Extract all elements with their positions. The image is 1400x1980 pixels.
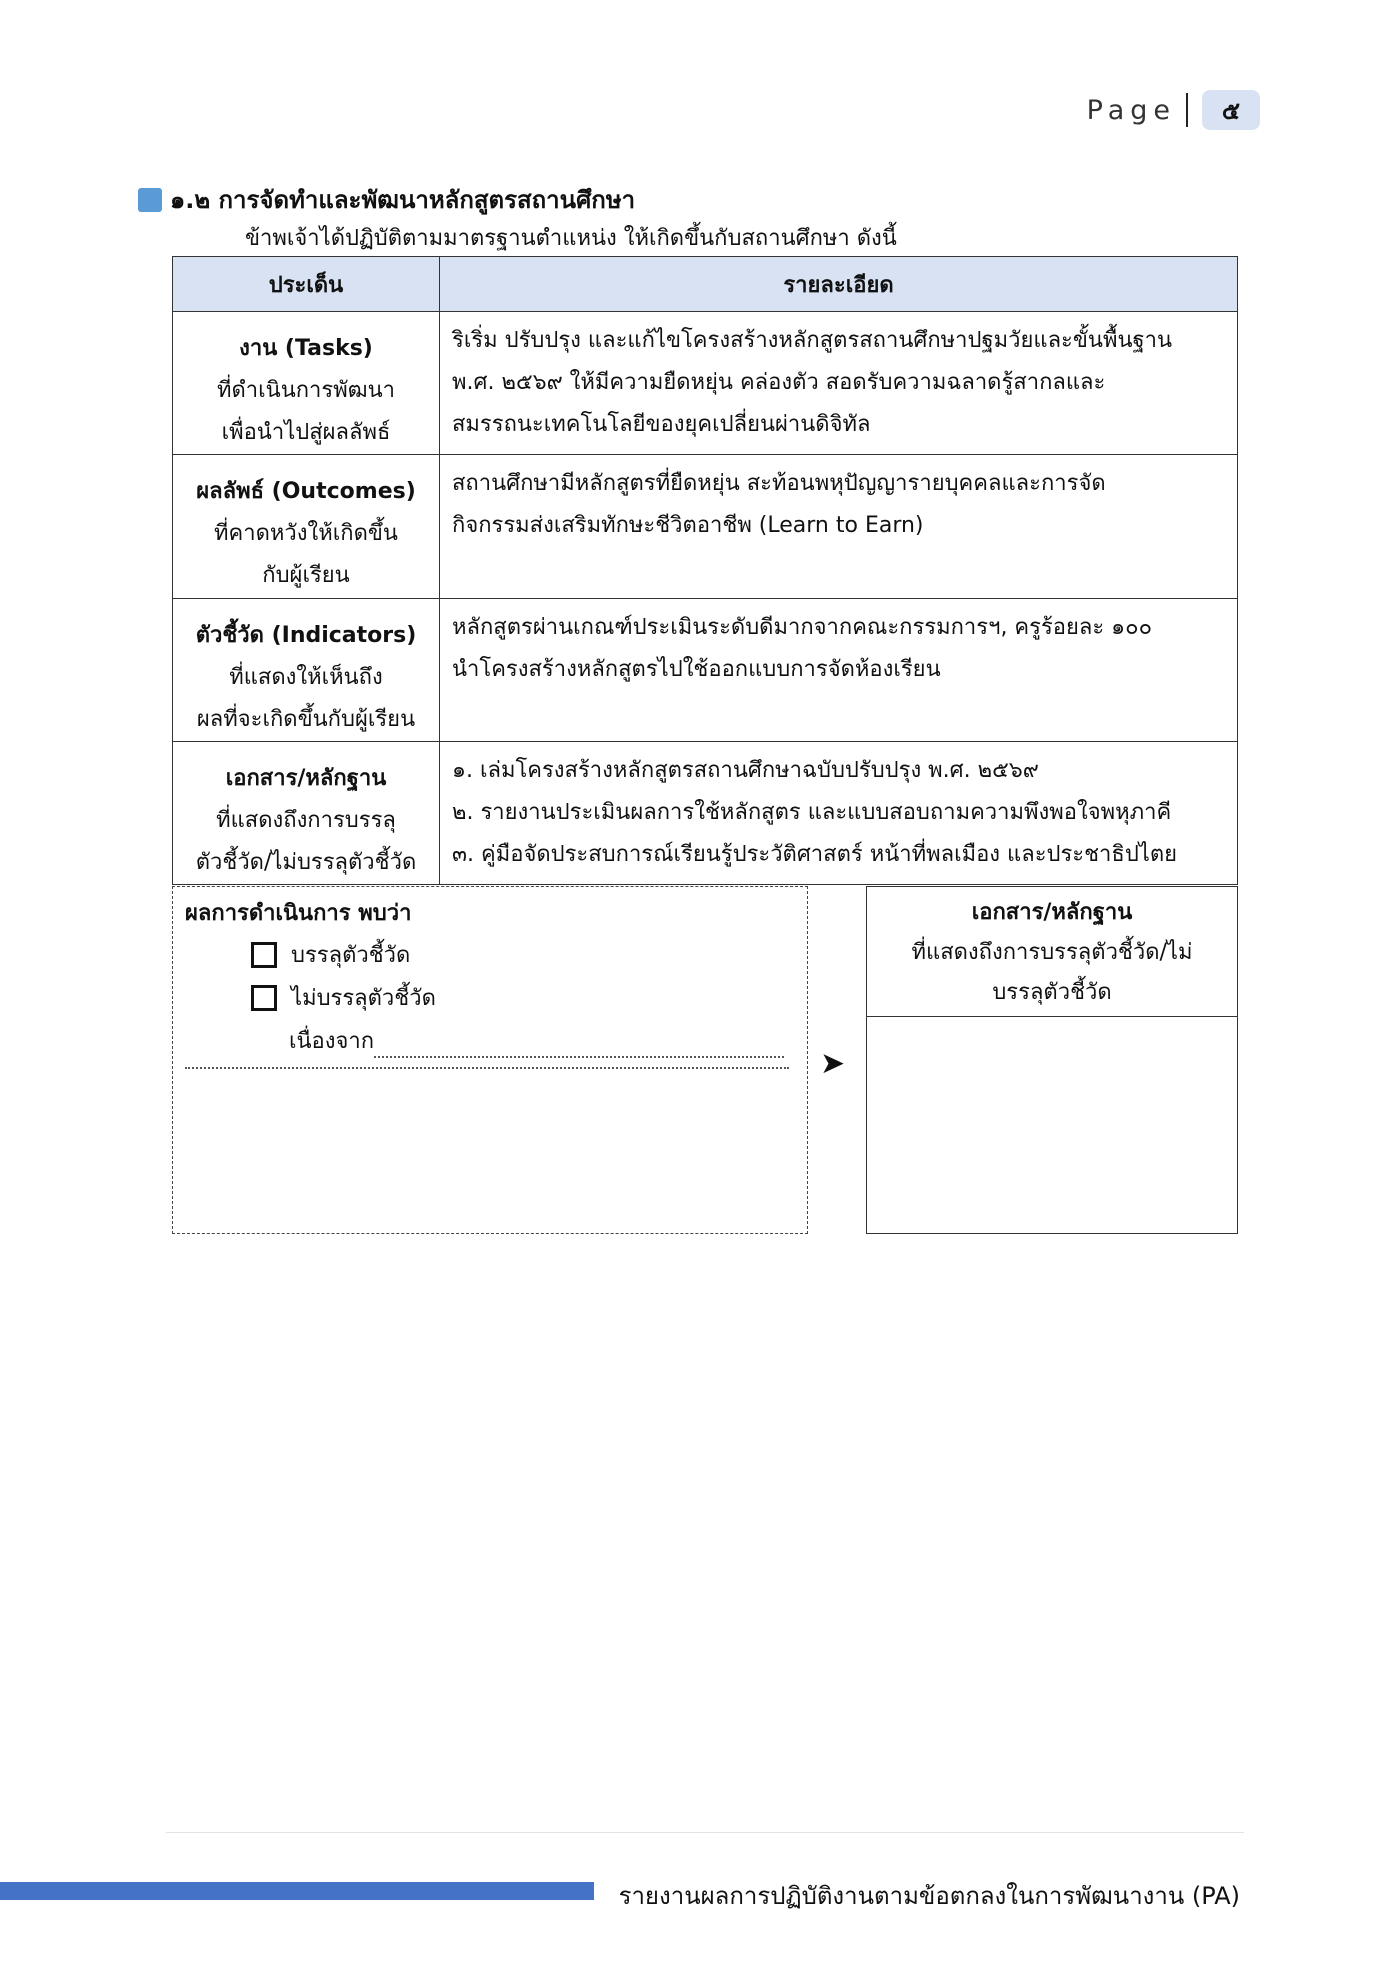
row-detail <box>440 599 1238 742</box>
because-row <box>289 1023 784 1058</box>
pa-detail-table <box>172 256 1238 885</box>
row-label-title: ผลลัพธ์ (Outcomes) <box>196 479 416 504</box>
row-label-line: ที่แสดงให้เห็นถึง <box>229 665 383 690</box>
fill-line[interactable] <box>185 1067 789 1069</box>
evidence-box <box>866 886 1238 1234</box>
page-label: Page <box>1086 94 1176 126</box>
row-label-title: งาน (Tasks) <box>239 336 373 361</box>
detail-line: นำโครงสร้างหลักสูตรไปใช้ออกแบบการจัดห้องเรียน <box>452 657 941 682</box>
evidence-box-title: เอกสาร/หลักฐาน <box>971 900 1133 925</box>
section-intro: ข้าพเจ้าได้ปฏิบัติตามมาตรฐานตำแหน่ง ให้เกิดขึ้นกับสถานศึกษา ดังนี้ <box>245 226 897 251</box>
detail-line: ๓. คู่มือจัดประสบการณ์เรียนรู้ประวัติศาสตร์ หน้าที่พลเมือง และประชาธิปไตย <box>452 842 1178 867</box>
page-number: ๕ <box>1202 90 1260 130</box>
header-detail: รายละเอียด <box>440 257 1238 312</box>
arrow-icon: ➤ <box>820 1046 846 1081</box>
detail-line: สมรรถนะเทคโนโลยีของยุคเปลี่ยนผ่านดิจิทัล <box>452 412 871 437</box>
evidence-box-line: ที่แสดงถึงการบรรลุตัวชี้วัด/ไม่ <box>911 940 1193 965</box>
row-label-line: เพื่อนำไปสู่ผลลัพธ์ <box>221 420 391 445</box>
row-label-line: ผลที่จะเกิดขึ้นกับผู้เรียน <box>196 707 416 732</box>
section-title: ๑.๒ การจัดทำและพัฒนาหลักสูตรสถานศึกษา <box>170 186 636 214</box>
row-label-line: ที่แสดงถึงการบรรลุ <box>216 808 396 833</box>
row-label-title: ตัวชี้วัด (Indicators) <box>195 623 417 648</box>
row-label-line: ที่คาดหวังให้เกิดขึ้น <box>214 521 398 546</box>
footer-divider <box>166 1832 1244 1833</box>
table-row-evidence <box>173 742 1238 885</box>
detail-line: ริเริ่ม ปรับปรุง และแก้ไขโครงสร้างหลักสูตรสถานศึกษาปฐมวัยและขั้นพื้นฐาน <box>452 328 1173 353</box>
row-label-line: ที่ดำเนินการพัฒนา <box>217 378 395 403</box>
evidence-box-header <box>867 887 1237 1017</box>
checkbox-icon[interactable] <box>251 942 277 968</box>
header-topic: ประเด็น <box>173 257 440 312</box>
row-label <box>173 455 440 599</box>
table-row-outcomes <box>173 455 1238 599</box>
row-detail <box>440 455 1238 599</box>
detail-line: สถานศึกษามีหลักสูตรที่ยืดหยุ่น สะท้อนพหุปัญญารายบุคคลและการจัด <box>452 471 1106 496</box>
row-label-line: กับผู้เรียน <box>262 563 350 588</box>
table-row-indicators <box>173 599 1238 742</box>
detail-line: ๒. รายงานประเมินผลการใช้หลักสูตร และแบบสอบถามความพึงพอใจพหุภาคี <box>452 800 1172 825</box>
option-achieved-label: บรรลุตัวชี้วัด <box>291 943 411 968</box>
result-heading: ผลการดำเนินการ พบว่า <box>185 901 412 926</box>
evidence-box-line: บรรลุตัวชี้วัด <box>992 980 1112 1005</box>
detail-line: กิจกรรมส่งเสริมทักษะชีวิตอาชีพ (Learn to Earn) <box>452 513 924 538</box>
option-achieved[interactable] <box>251 937 410 972</box>
detail-line: หลักสูตรผ่านเกณฑ์ประเมินระดับดีมากจากคณะกรรมการฯ, ครูร้อยละ ๑๐๐ <box>452 615 1152 640</box>
because-label: เนื่องจาก <box>289 1029 375 1054</box>
table-header-row <box>173 257 1238 312</box>
option-not-achieved-label: ไม่บรรลุตัวชี้วัด <box>291 986 436 1011</box>
detail-line: ๑. เล่มโครงสร้างหลักสูตรสถานศึกษาฉบับปรับปรุง พ.ศ. ๒๕๖๙ <box>452 758 1039 783</box>
option-not-achieved[interactable] <box>251 980 436 1015</box>
row-detail <box>440 312 1238 455</box>
page-separator <box>1186 93 1188 127</box>
row-label-line: ตัวชี้วัด/ไม่บรรลุตัวชี้วัด <box>195 850 417 875</box>
row-label-title: เอกสาร/หลักฐาน <box>225 766 387 791</box>
blue-square-icon <box>138 188 162 212</box>
row-label <box>173 742 440 885</box>
row-label <box>173 599 440 742</box>
result-box <box>172 886 808 1234</box>
because-fill-line[interactable] <box>374 1034 784 1058</box>
detail-line: พ.ศ. ๒๕๖๙ ให้มีความยืดหยุ่น คล่องตัว สอดรับความฉลาดรู้สากลและ <box>452 370 1106 395</box>
section-heading <box>138 180 635 219</box>
page-header <box>1087 90 1260 130</box>
footer-text: รายงานผลการปฏิบัติงานตามข้อตกลงในการพัฒนางาน (PA) <box>618 1882 1240 1910</box>
row-label <box>173 312 440 455</box>
footer-bar <box>0 1882 594 1900</box>
checkbox-icon[interactable] <box>251 985 277 1011</box>
row-detail <box>440 742 1238 885</box>
table-row-tasks <box>173 312 1238 455</box>
